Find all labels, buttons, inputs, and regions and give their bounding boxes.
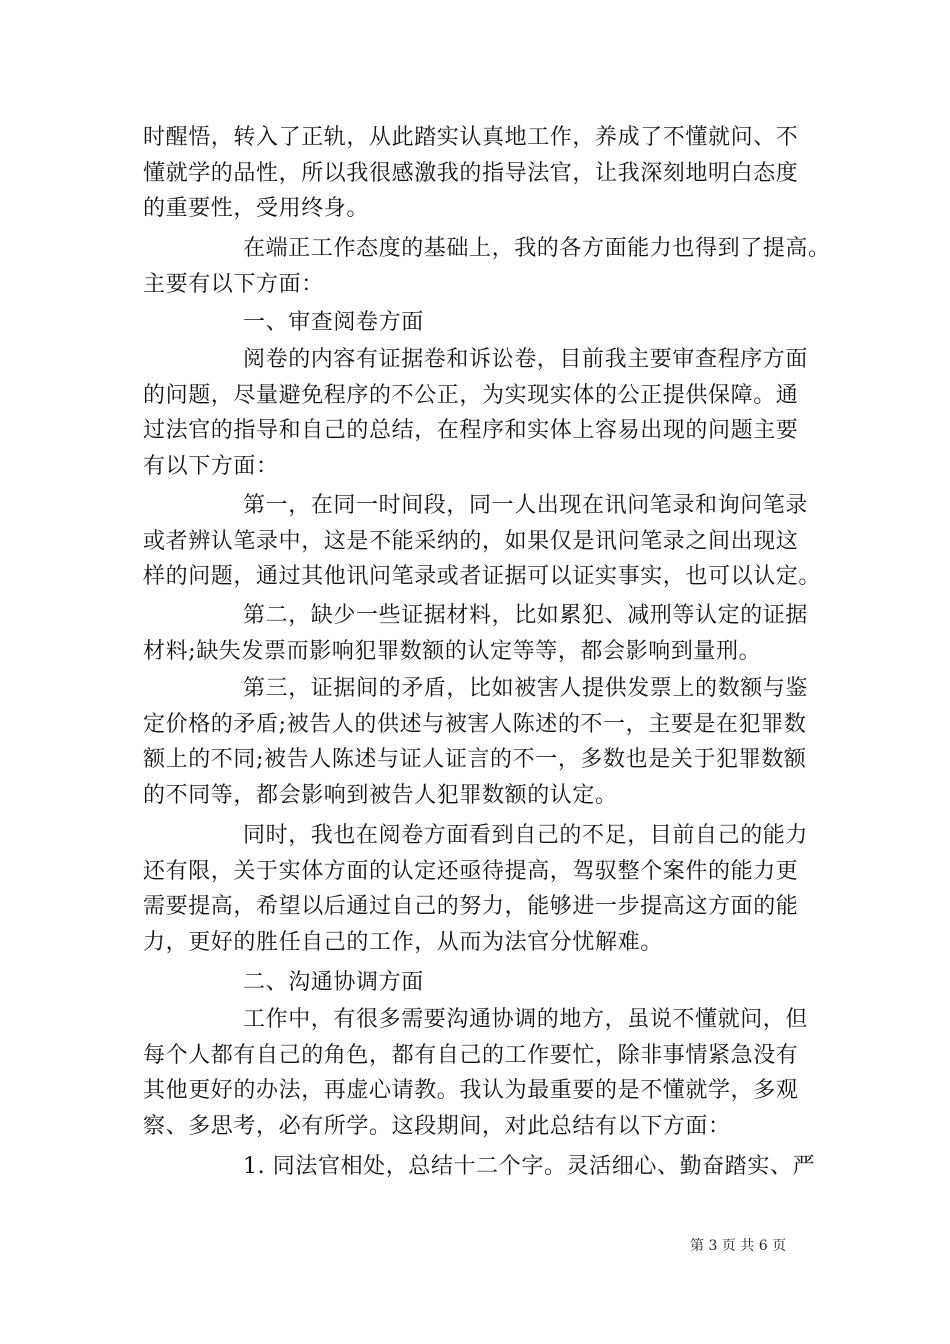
paragraph: [143, 818, 815, 960]
paragraph: [143, 342, 815, 484]
text-line: 阅卷的内容有证据卷和诉讼卷，目前我主要审查程序方面: [243, 347, 809, 372]
text-line: 的问题，尽量避免程序的不公正，为实现实体的公正提供保障。通: [143, 382, 799, 408]
text-line: 样的问题，通过其他讯问笔录或者证据可以证实事实，也可以认定。: [143, 564, 822, 589]
text-line: 有以下方面：: [143, 453, 279, 479]
text-line: 察、多思考，必有所学。这段期间，对此总结有以下方面：: [143, 1113, 731, 1139]
text-line: 其他更好的办法，再虚心请教。我认为最重要的是不懂就学，多观: [143, 1078, 799, 1103]
text-line: 在端正工作态度的基础上，我的各方面能力也得到了提高。: [243, 236, 831, 261]
text-line: 工作中，有很多需要沟通协调的地方，虽说不懂就问，但: [243, 1007, 809, 1032]
paragraph: [143, 120, 815, 227]
text-line: 每个人都有自己的角色，都有自己的工作要忙，除非事情紧急没有: [143, 1042, 799, 1068]
text-line: 主要有以下方面：: [143, 271, 324, 297]
text-line: 懂就学的品性，所以我很感激我的指导法官，让我深刻地明白态度: [143, 160, 799, 186]
paragraph: [143, 488, 822, 595]
section-heading: [143, 965, 815, 1001]
paragraph: [143, 598, 815, 669]
text-line: 的不同等，都会影响到被告人犯罪数额的认定。: [143, 782, 618, 808]
text-line: 需要提高，希望以后通过自己的努力，能够进一步提高这方面的能: [143, 894, 799, 919]
text-line: 二、沟通协调方面: [243, 970, 424, 995]
paragraph: [143, 1002, 815, 1144]
paragraph: [143, 231, 831, 302]
text-line: 力，更好的胜任自己的工作，从而为法官分忧解难。: [143, 929, 663, 955]
section-heading: [143, 305, 815, 341]
text-line: 还有限，关于实体方面的认定还亟待提高，驾驭整个案件的能力更: [143, 858, 799, 884]
paragraph: [143, 1149, 815, 1185]
text-line: 定价格的矛盾;被告人的供述与被害人陈述的不一，主要是在犯罪数: [143, 711, 807, 737]
text-line: 过法官的指导和自己的总结，在程序和实体上容易出现的问题主要: [143, 418, 799, 443]
text-line: 第一，在同一时间段，同一人出现在讯问笔录和询问笔录: [243, 493, 809, 518]
text-line: 或者辨认笔录中，这是不能采纳的，如果仅是讯问笔录之间出现这: [143, 528, 799, 554]
text-line: 同时，我也在阅卷方面看到自己的不足，目前自己的能力: [243, 823, 809, 848]
page-number-footer: 第 3 页 共 6 页: [690, 1238, 787, 1254]
text-line: 一、审查阅卷方面: [243, 310, 424, 335]
text-line: 时醒悟，转入了正轨，从此踏实认真地工作，养成了不懂就问、不: [143, 125, 799, 150]
text-line: 第三，证据间的矛盾，比如被害人提供发票上的数额与鉴: [243, 676, 809, 701]
text-line: 的重要性，受用终身。: [143, 196, 370, 221]
text-line: 1. 同法官相处，总结十二个字。灵活细心、勤奋踏实、严: [243, 1154, 816, 1179]
text-line: 第二，缺少一些证据材料，比如累犯、减刑等认定的证据: [243, 603, 809, 628]
text-line: 额上的不同;被告人陈述与证人证言的不一，多数也是关于犯罪数额: [143, 747, 807, 772]
paragraph: [143, 671, 815, 813]
text-line: 材料;缺失发票而影响犯罪数额的认定等等，都会影响到量刑。: [143, 638, 762, 664]
